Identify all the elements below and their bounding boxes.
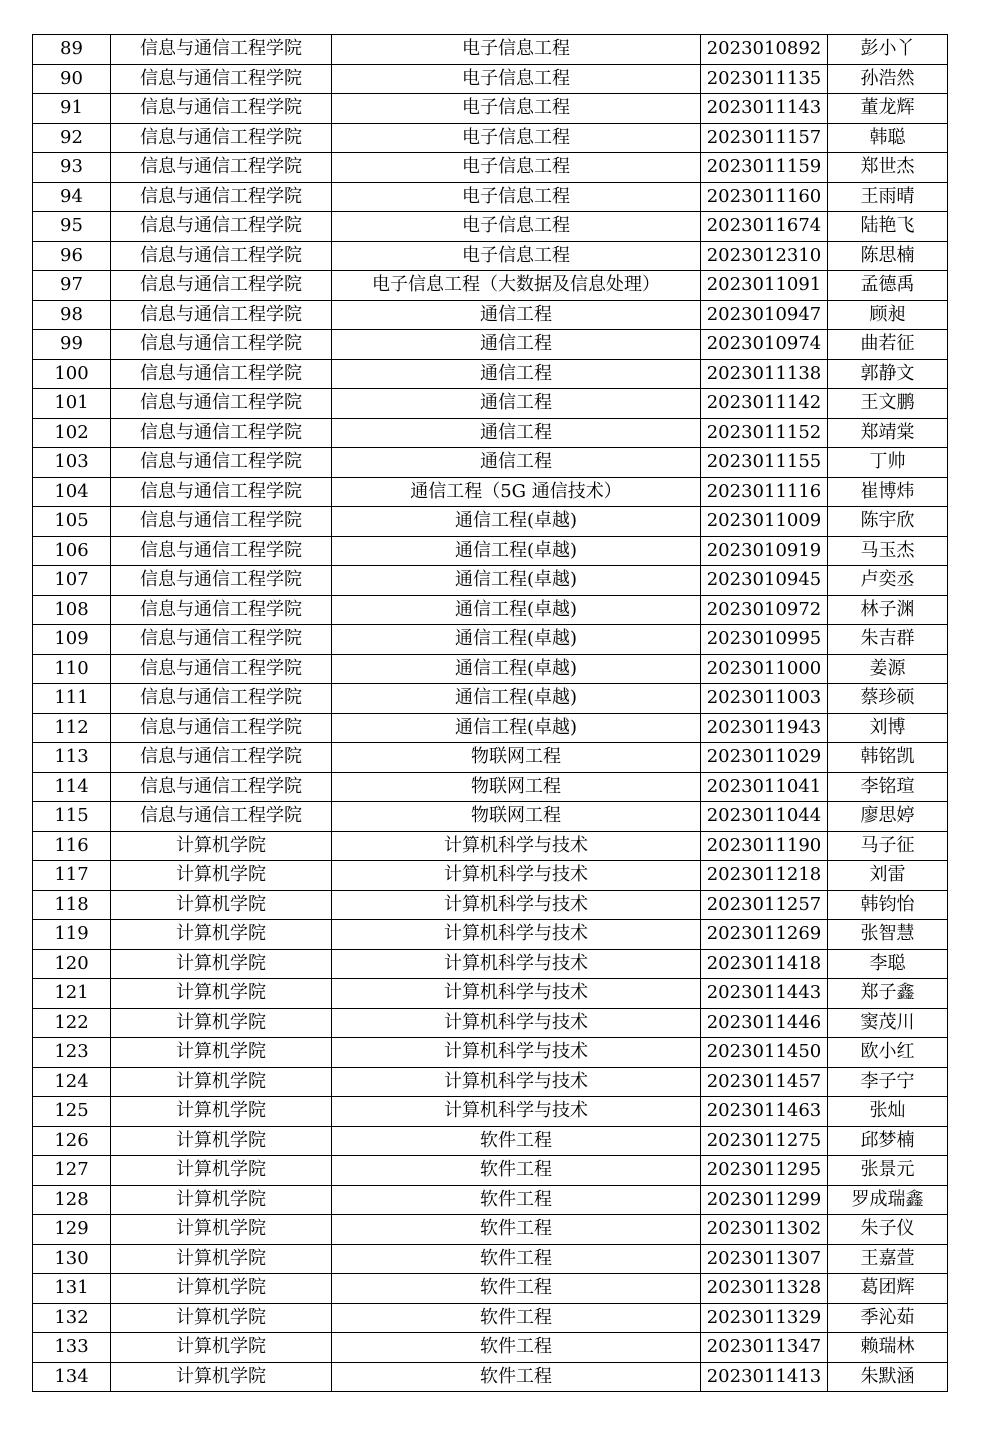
major-cell: 计算机科学与技术 — [332, 1097, 701, 1127]
table-row — [33, 566, 948, 596]
major-cell: 电子信息工程 — [332, 212, 701, 242]
student-name-cell: 郑靖棠 — [828, 418, 948, 448]
student-id-cell: 2023010995 — [701, 625, 828, 655]
row-number-cell: 107 — [33, 566, 111, 596]
row-number-cell: 122 — [33, 1008, 111, 1038]
student-name-cell: 李铭瑄 — [828, 772, 948, 802]
major-cell: 计算机科学与技术 — [332, 1008, 701, 1038]
student-name-cell: 李聪 — [828, 949, 948, 979]
student-id-cell: 2023011160 — [701, 182, 828, 212]
student-id-cell: 2023011143 — [701, 94, 828, 124]
student-name-cell: 曲若征 — [828, 330, 948, 360]
college-cell: 计算机学院 — [111, 1215, 332, 1245]
college-cell: 计算机学院 — [111, 1362, 332, 1392]
row-number-cell: 110 — [33, 654, 111, 684]
college-cell: 计算机学院 — [111, 1274, 332, 1304]
major-cell: 通信工程 — [332, 418, 701, 448]
student-name-cell: 孟德禹 — [828, 271, 948, 301]
table-row — [33, 123, 948, 153]
major-cell: 计算机科学与技术 — [332, 949, 701, 979]
table-row — [33, 1333, 948, 1363]
student-name-cell: 崔博炜 — [828, 477, 948, 507]
student-name-cell: 董龙辉 — [828, 94, 948, 124]
table-row — [33, 890, 948, 920]
table-row — [33, 654, 948, 684]
row-number-cell: 124 — [33, 1067, 111, 1097]
row-number-cell: 109 — [33, 625, 111, 655]
table-row — [33, 595, 948, 625]
student-id-cell: 2023010945 — [701, 566, 828, 596]
table-row — [33, 241, 948, 271]
student-name-cell: 姜源 — [828, 654, 948, 684]
table-row — [33, 684, 948, 714]
row-number-cell: 126 — [33, 1126, 111, 1156]
major-cell: 物联网工程 — [332, 802, 701, 832]
student-id-cell: 2023011135 — [701, 64, 828, 94]
table-row — [33, 330, 948, 360]
college-cell: 计算机学院 — [111, 1038, 332, 1068]
row-number-cell: 89 — [33, 35, 111, 65]
major-cell: 电子信息工程 — [332, 153, 701, 183]
student-name-cell: 朱默涵 — [828, 1362, 948, 1392]
major-cell: 电子信息工程 — [332, 64, 701, 94]
college-cell: 信息与通信工程学院 — [111, 713, 332, 743]
student-id-cell: 2023010972 — [701, 595, 828, 625]
college-cell: 计算机学院 — [111, 920, 332, 950]
table-row — [33, 389, 948, 419]
college-cell: 信息与通信工程学院 — [111, 64, 332, 94]
student-name-cell: 郑子鑫 — [828, 979, 948, 1009]
major-cell: 软件工程 — [332, 1274, 701, 1304]
major-cell: 软件工程 — [332, 1185, 701, 1215]
roster-body — [33, 35, 948, 1392]
student-id-cell: 2023011029 — [701, 743, 828, 773]
college-cell: 计算机学院 — [111, 979, 332, 1009]
table-row — [33, 979, 948, 1009]
table-row — [33, 1038, 948, 1068]
student-name-cell: 邱梦楠 — [828, 1126, 948, 1156]
student-id-cell: 2023012310 — [701, 241, 828, 271]
major-cell: 通信工程(卓越) — [332, 566, 701, 596]
major-cell: 通信工程 — [332, 300, 701, 330]
major-cell: 通信工程 — [332, 448, 701, 478]
student-name-cell: 朱子仪 — [828, 1215, 948, 1245]
major-cell: 计算机科学与技术 — [332, 1038, 701, 1068]
student-id-cell: 2023011347 — [701, 1333, 828, 1363]
row-number-cell: 105 — [33, 507, 111, 537]
college-cell: 信息与通信工程学院 — [111, 212, 332, 242]
college-cell: 信息与通信工程学院 — [111, 271, 332, 301]
major-cell: 通信工程 — [332, 389, 701, 419]
table-row — [33, 64, 948, 94]
college-cell: 信息与通信工程学院 — [111, 123, 332, 153]
row-number-cell: 103 — [33, 448, 111, 478]
student-name-cell: 赖瑞林 — [828, 1333, 948, 1363]
major-cell: 计算机科学与技术 — [332, 831, 701, 861]
row-number-cell: 93 — [33, 153, 111, 183]
row-number-cell: 113 — [33, 743, 111, 773]
major-cell: 软件工程 — [332, 1333, 701, 1363]
student-id-cell: 2023011463 — [701, 1097, 828, 1127]
student-id-cell: 2023011218 — [701, 861, 828, 891]
major-cell: 电子信息工程 — [332, 241, 701, 271]
student-id-cell: 2023011299 — [701, 1185, 828, 1215]
student-id-cell: 2023010947 — [701, 300, 828, 330]
table-row — [33, 1274, 948, 1304]
student-id-cell: 2023011000 — [701, 654, 828, 684]
student-name-cell: 窦茂川 — [828, 1008, 948, 1038]
major-cell: 软件工程 — [332, 1215, 701, 1245]
row-number-cell: 95 — [33, 212, 111, 242]
major-cell: 通信工程（5G 通信技术） — [332, 477, 701, 507]
row-number-cell: 96 — [33, 241, 111, 271]
row-number-cell: 121 — [33, 979, 111, 1009]
student-id-cell: 2023011307 — [701, 1244, 828, 1274]
student-name-cell: 廖思婷 — [828, 802, 948, 832]
major-cell: 通信工程(卓越) — [332, 684, 701, 714]
table-row — [33, 743, 948, 773]
student-name-cell: 张灿 — [828, 1097, 948, 1127]
student-id-cell: 2023011413 — [701, 1362, 828, 1392]
student-id-cell: 2023011041 — [701, 772, 828, 802]
student-name-cell: 张智慧 — [828, 920, 948, 950]
row-number-cell: 127 — [33, 1156, 111, 1186]
row-number-cell: 125 — [33, 1097, 111, 1127]
student-id-cell: 2023011257 — [701, 890, 828, 920]
student-name-cell: 欧小红 — [828, 1038, 948, 1068]
student-id-cell: 2023011943 — [701, 713, 828, 743]
major-cell: 通信工程(卓越) — [332, 507, 701, 537]
student-id-cell: 2023011328 — [701, 1274, 828, 1304]
table-row — [33, 1362, 948, 1392]
student-name-cell: 罗成瑞鑫 — [828, 1185, 948, 1215]
major-cell: 电子信息工程 — [332, 35, 701, 65]
college-cell: 信息与通信工程学院 — [111, 35, 332, 65]
college-cell: 信息与通信工程学院 — [111, 389, 332, 419]
student-id-cell: 2023011091 — [701, 271, 828, 301]
student-id-cell: 2023011155 — [701, 448, 828, 478]
college-cell: 计算机学院 — [111, 1244, 332, 1274]
row-number-cell: 114 — [33, 772, 111, 802]
college-cell: 信息与通信工程学院 — [111, 625, 332, 655]
student-id-cell: 2023011443 — [701, 979, 828, 1009]
student-name-cell: 李子宁 — [828, 1067, 948, 1097]
college-cell: 信息与通信工程学院 — [111, 94, 332, 124]
college-cell: 信息与通信工程学院 — [111, 241, 332, 271]
student-name-cell: 刘博 — [828, 713, 948, 743]
table-row — [33, 1185, 948, 1215]
student-name-cell: 郭静文 — [828, 359, 948, 389]
student-name-cell: 朱吉群 — [828, 625, 948, 655]
student-id-cell: 2023011157 — [701, 123, 828, 153]
college-cell: 信息与通信工程学院 — [111, 772, 332, 802]
college-cell: 信息与通信工程学院 — [111, 802, 332, 832]
student-name-cell: 陆艳飞 — [828, 212, 948, 242]
table-row — [33, 1097, 948, 1127]
college-cell: 计算机学院 — [111, 1333, 332, 1363]
row-number-cell: 119 — [33, 920, 111, 950]
table-row — [33, 418, 948, 448]
row-number-cell: 97 — [33, 271, 111, 301]
student-id-cell: 2023011009 — [701, 507, 828, 537]
major-cell: 通信工程(卓越) — [332, 713, 701, 743]
table-row — [33, 477, 948, 507]
student-name-cell: 韩聪 — [828, 123, 948, 153]
student-name-cell: 王嘉萱 — [828, 1244, 948, 1274]
row-number-cell: 101 — [33, 389, 111, 419]
table-row — [33, 1067, 948, 1097]
major-cell: 计算机科学与技术 — [332, 861, 701, 891]
student-name-cell: 韩钧怡 — [828, 890, 948, 920]
table-row — [33, 153, 948, 183]
major-cell: 软件工程 — [332, 1126, 701, 1156]
student-id-cell: 2023011138 — [701, 359, 828, 389]
college-cell: 信息与通信工程学院 — [111, 330, 332, 360]
college-cell: 信息与通信工程学院 — [111, 507, 332, 537]
student-id-cell: 2023011003 — [701, 684, 828, 714]
student-name-cell: 马子征 — [828, 831, 948, 861]
table-row — [33, 359, 948, 389]
college-cell: 信息与通信工程学院 — [111, 418, 332, 448]
college-cell: 信息与通信工程学院 — [111, 300, 332, 330]
student-id-cell: 2023011302 — [701, 1215, 828, 1245]
college-cell: 计算机学院 — [111, 1156, 332, 1186]
row-number-cell: 92 — [33, 123, 111, 153]
major-cell: 软件工程 — [332, 1303, 701, 1333]
college-cell: 计算机学院 — [111, 1097, 332, 1127]
college-cell: 信息与通信工程学院 — [111, 654, 332, 684]
row-number-cell: 91 — [33, 94, 111, 124]
table-row — [33, 920, 948, 950]
student-name-cell: 孙浩然 — [828, 64, 948, 94]
student-id-cell: 2023011152 — [701, 418, 828, 448]
college-cell: 计算机学院 — [111, 1008, 332, 1038]
table-row — [33, 300, 948, 330]
college-cell: 信息与通信工程学院 — [111, 566, 332, 596]
row-number-cell: 116 — [33, 831, 111, 861]
row-number-cell: 132 — [33, 1303, 111, 1333]
student-name-cell: 张景元 — [828, 1156, 948, 1186]
major-cell: 软件工程 — [332, 1156, 701, 1186]
student-id-cell: 2023011159 — [701, 153, 828, 183]
student-name-cell: 蔡珍硕 — [828, 684, 948, 714]
table-row — [33, 772, 948, 802]
student-name-cell: 丁帅 — [828, 448, 948, 478]
college-cell: 计算机学院 — [111, 1185, 332, 1215]
table-row — [33, 1303, 948, 1333]
student-name-cell: 王文鹏 — [828, 389, 948, 419]
table-row — [33, 1126, 948, 1156]
row-number-cell: 118 — [33, 890, 111, 920]
student-name-cell: 韩铭凯 — [828, 743, 948, 773]
college-cell: 信息与通信工程学院 — [111, 684, 332, 714]
college-cell: 计算机学院 — [111, 861, 332, 891]
college-cell: 计算机学院 — [111, 890, 332, 920]
college-cell: 计算机学院 — [111, 1303, 332, 1333]
student-name-cell: 葛团辉 — [828, 1274, 948, 1304]
table-row — [33, 861, 948, 891]
student-id-cell: 2023011275 — [701, 1126, 828, 1156]
college-cell: 计算机学院 — [111, 1067, 332, 1097]
table-row — [33, 536, 948, 566]
student-id-cell: 2023010974 — [701, 330, 828, 360]
student-id-cell: 2023011674 — [701, 212, 828, 242]
table-row — [33, 448, 948, 478]
college-cell: 计算机学院 — [111, 1126, 332, 1156]
major-cell: 通信工程(卓越) — [332, 654, 701, 684]
table-row — [33, 713, 948, 743]
row-number-cell: 130 — [33, 1244, 111, 1274]
student-name-cell: 马玉杰 — [828, 536, 948, 566]
student-id-cell: 2023011190 — [701, 831, 828, 861]
student-name-cell: 季沁茹 — [828, 1303, 948, 1333]
table-row — [33, 35, 948, 65]
student-id-cell: 2023011295 — [701, 1156, 828, 1186]
major-cell: 通信工程 — [332, 330, 701, 360]
student-name-cell: 刘雷 — [828, 861, 948, 891]
row-number-cell: 104 — [33, 477, 111, 507]
student-id-cell: 2023011329 — [701, 1303, 828, 1333]
college-cell: 信息与通信工程学院 — [111, 182, 332, 212]
major-cell: 电子信息工程 — [332, 182, 701, 212]
student-id-cell: 2023011044 — [701, 802, 828, 832]
major-cell: 计算机科学与技术 — [332, 920, 701, 950]
row-number-cell: 98 — [33, 300, 111, 330]
table-row — [33, 802, 948, 832]
major-cell: 软件工程 — [332, 1362, 701, 1392]
major-cell: 计算机科学与技术 — [332, 979, 701, 1009]
student-name-cell: 郑世杰 — [828, 153, 948, 183]
table-row — [33, 1215, 948, 1245]
student-name-cell: 林子渊 — [828, 595, 948, 625]
table-row — [33, 271, 948, 301]
college-cell: 信息与通信工程学院 — [111, 595, 332, 625]
row-number-cell: 123 — [33, 1038, 111, 1068]
student-name-cell: 陈思楠 — [828, 241, 948, 271]
row-number-cell: 100 — [33, 359, 111, 389]
row-number-cell: 106 — [33, 536, 111, 566]
student-id-cell: 2023010892 — [701, 35, 828, 65]
college-cell: 计算机学院 — [111, 831, 332, 861]
major-cell: 计算机科学与技术 — [332, 1067, 701, 1097]
student-name-cell: 王雨晴 — [828, 182, 948, 212]
major-cell: 通信工程 — [332, 359, 701, 389]
table-row — [33, 212, 948, 242]
row-number-cell: 112 — [33, 713, 111, 743]
table-row — [33, 625, 948, 655]
major-cell: 通信工程(卓越) — [332, 625, 701, 655]
table-row — [33, 1156, 948, 1186]
student-id-cell: 2023011418 — [701, 949, 828, 979]
college-cell: 信息与通信工程学院 — [111, 536, 332, 566]
table-row — [33, 182, 948, 212]
student-id-cell: 2023011450 — [701, 1038, 828, 1068]
row-number-cell: 90 — [33, 64, 111, 94]
table-row — [33, 949, 948, 979]
college-cell: 信息与通信工程学院 — [111, 477, 332, 507]
major-cell: 通信工程(卓越) — [332, 536, 701, 566]
table-row — [33, 1244, 948, 1274]
major-cell: 计算机科学与技术 — [332, 890, 701, 920]
student-name-cell: 卢奕丞 — [828, 566, 948, 596]
table-row — [33, 831, 948, 861]
student-name-cell: 顾昶 — [828, 300, 948, 330]
college-cell: 信息与通信工程学院 — [111, 743, 332, 773]
row-number-cell: 131 — [33, 1274, 111, 1304]
table-row — [33, 507, 948, 537]
student-roster-table — [32, 34, 948, 1392]
student-id-cell: 2023011142 — [701, 389, 828, 419]
table-row — [33, 1008, 948, 1038]
row-number-cell: 99 — [33, 330, 111, 360]
row-number-cell: 120 — [33, 949, 111, 979]
row-number-cell: 108 — [33, 595, 111, 625]
college-cell: 信息与通信工程学院 — [111, 448, 332, 478]
table-row — [33, 94, 948, 124]
student-name-cell: 陈宇欣 — [828, 507, 948, 537]
row-number-cell: 94 — [33, 182, 111, 212]
college-cell: 信息与通信工程学院 — [111, 153, 332, 183]
row-number-cell: 133 — [33, 1333, 111, 1363]
major-cell: 电子信息工程 — [332, 123, 701, 153]
row-number-cell: 102 — [33, 418, 111, 448]
major-cell: 物联网工程 — [332, 772, 701, 802]
major-cell: 电子信息工程 — [332, 94, 701, 124]
row-number-cell: 115 — [33, 802, 111, 832]
student-id-cell: 2023011116 — [701, 477, 828, 507]
major-cell: 电子信息工程（大数据及信息处理） — [332, 271, 701, 301]
row-number-cell: 129 — [33, 1215, 111, 1245]
student-name-cell: 彭小丫 — [828, 35, 948, 65]
row-number-cell: 134 — [33, 1362, 111, 1392]
row-number-cell: 111 — [33, 684, 111, 714]
row-number-cell: 128 — [33, 1185, 111, 1215]
major-cell: 软件工程 — [332, 1244, 701, 1274]
college-cell: 信息与通信工程学院 — [111, 359, 332, 389]
major-cell: 通信工程(卓越) — [332, 595, 701, 625]
student-id-cell: 2023011269 — [701, 920, 828, 950]
student-id-cell: 2023010919 — [701, 536, 828, 566]
college-cell: 计算机学院 — [111, 949, 332, 979]
student-id-cell: 2023011446 — [701, 1008, 828, 1038]
major-cell: 物联网工程 — [332, 743, 701, 773]
student-id-cell: 2023011457 — [701, 1067, 828, 1097]
row-number-cell: 117 — [33, 861, 111, 891]
